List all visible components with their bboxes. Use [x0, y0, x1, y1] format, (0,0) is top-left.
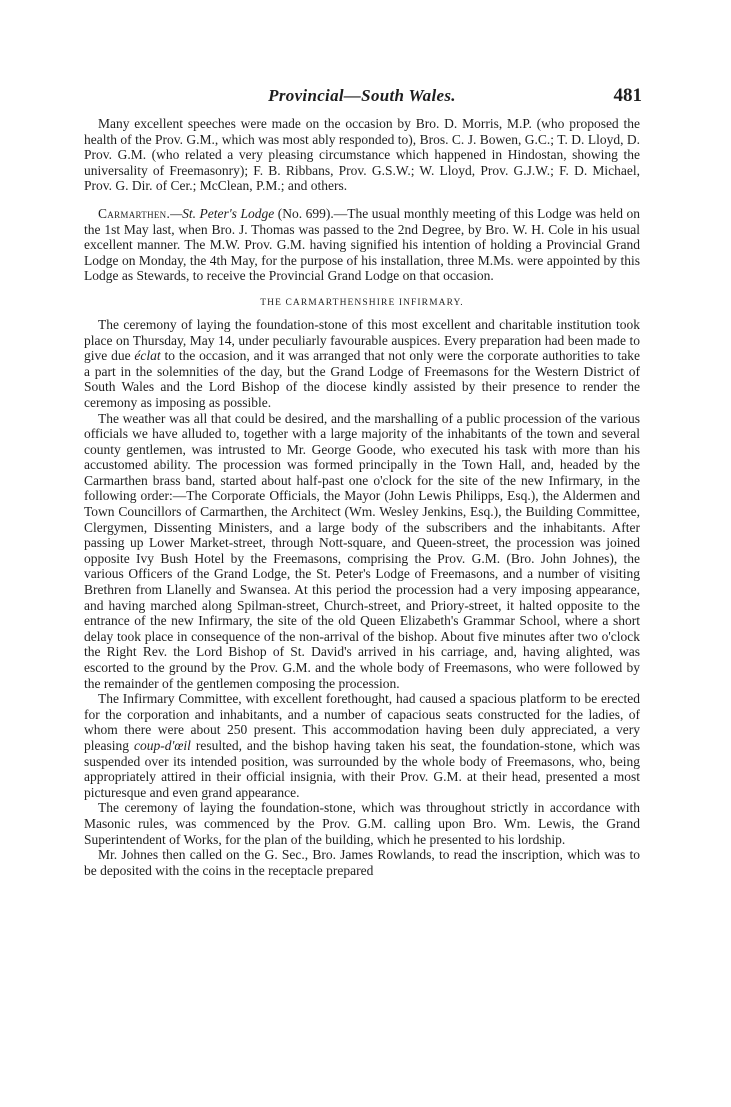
italic-term: éclat: [134, 348, 161, 364]
italic-term: coup-d'œil: [133, 737, 191, 753]
page-number: 481: [613, 85, 642, 106]
paragraph-laying: The ceremony of laying the foundation-stone, which was throughout strictly in accordance with Masonic rules, was commenced by the Prov. G.M. calling upon Bro. Wm. Lewis, the Grand Superintendent of Works, for the plan of the building, which he presented to his lordship.: [84, 800, 640, 847]
paragraph-text: to the occasion, and it was arranged that not only were the corporate authorities to take a part in the solemnities of the day, but the Grand Lodge of Freemasons for the Western District of South Wales and the Lord Bishop of the diocese kindly assisted by their presence to render the ceremony as imposing as possible.: [84, 348, 641, 410]
running-title: Provincial—South Wales.: [268, 86, 456, 105]
page: [84, 86, 640, 878]
paragraph-ceremony: [84, 317, 640, 411]
paragraph-text: (No. 699).—The usual monthly meeting of this Lodge was held on the 1st May last, when Bro. J. Thomas was passed to the 2nd Degree, by Bro. W. H. Cole in his usual excellent manner. The M.W. Prov. G.M. having signified his intention of holding a Provincial Grand Lodge on Monday, the 4th May, for the purpose of his installation, three M.Ms. were appointed by this Lodge as Stewards, to receive the Provincial Grand Lodge on that occasion.: [84, 205, 640, 284]
paragraph-carmarthen-lodge: [84, 206, 640, 284]
paragraph-text: The Infirmary Committee, with excellent forethought, had caused a spacious platform to be erected for the corporation and inhabitants, and a number of capacious seats constructed for the ladies, of whom there were about 250 present. This accommodation having been duly appreciated, a very pleasing: [84, 691, 640, 753]
section-heading: THE CARMARTHENSHIRE INFIRMARY.: [260, 297, 464, 308]
paragraph-procession: The weather was all that could be desired, and the marshalling of a public procession of the various officials we have alluded to, together with a large majority of the inhabitants of the town and several county gentlemen, was intrusted to Mr. George Goode, who executed his task with more than his accustomed ability. The procession was formed principally in the Town Hall, and, headed by the Carmarthen brass band, started about half-past one o'clock for the site of the new Infirmary, in the following order:—The Corporate Officials, the Mayor (John Lewis Philipps, Esq.), the Aldermen and Town Councillors of Carmarthen, the Architect (Wm. Wesley Jenkins, Esq.), the Building Committee, Clergymen, Dissenting Ministers, and a large body of the subscribers and the inhabitants. After passing up Lower Market-street, through Nott-square, and Queen-street, the procession was joined opposite Ivy Bush Hotel by the Freemasons, comprising the Prov. G.M. (Bro. John Johnes), the various Officers of the Grand Lodge, the St. Peter's Lodge of Freemasons, and a number of visiting Brethren from Llanelly and Swansea. At this period the procession had a very imposing appearance, and having marched along Spilman-street, Church-street, and Priory-street, it halted opposite to the entrance of the new Infirmary, the site of the old Queen Elizabeth's Grammar School, where a short delay took place in consequence of the non-arrival of the bishop. About five minutes after two o'clock the Right Rev. the Lord Bishop of St. David's arrived in his carriage, and, having alighted, was escorted to the ground by the Prov. G.M. and the whole body of Freemasons, who were followed by the remainder of the gentlemen composing the procession.: [84, 410, 640, 691]
article-body: [84, 116, 640, 878]
lodge-name: —St. Peter's Lodge: [170, 205, 275, 221]
paragraph-committee: [84, 691, 640, 800]
paragraph-inscription: Mr. Johnes then called on the G. Sec., Bro. James Rowlands, to read the inscription, which was to be deposited with the coins in the receptacle prepared: [84, 847, 640, 878]
place-heading: Carmarthen.: [98, 205, 171, 221]
paragraph-text: The ceremony of laying the foundation-stone of this most excellent and charitable institution took place on Thursday, May 14, under peculiarly favourable auspices. Every preparation had been made to give due: [84, 316, 640, 364]
paragraph-speeches: Many excellent speeches were made on the occasion by Bro. D. Morris, M.P. (who proposed the health of the Prov. G.M., which was most ably responded to), Bros. C. J. Bowen, G.C.; T. D. Lloyd, D. Prov. G.M. (who related a very pleasing circumstance which happened in Hindostan, showing the universality of Freemasonry); F. B. Ribbans, Prov. G.S.W.; W. Lloyd, Prov. G.J.W.; F. D. Michael, Prov. G. Dir. of Cer.; McClean, P.M.; and others.: [84, 116, 640, 194]
running-head: [84, 86, 640, 116]
paragraph-text: resulted, and the bishop having taken his seat, the foundation-stone, which was suspended over its intended position, was surrounded by the whole body of Freemasons, who, being appropriately attired in their official insignia, with their Prov. G.M. at their head, presented a most picturesque and even grand appearance.: [84, 737, 641, 800]
